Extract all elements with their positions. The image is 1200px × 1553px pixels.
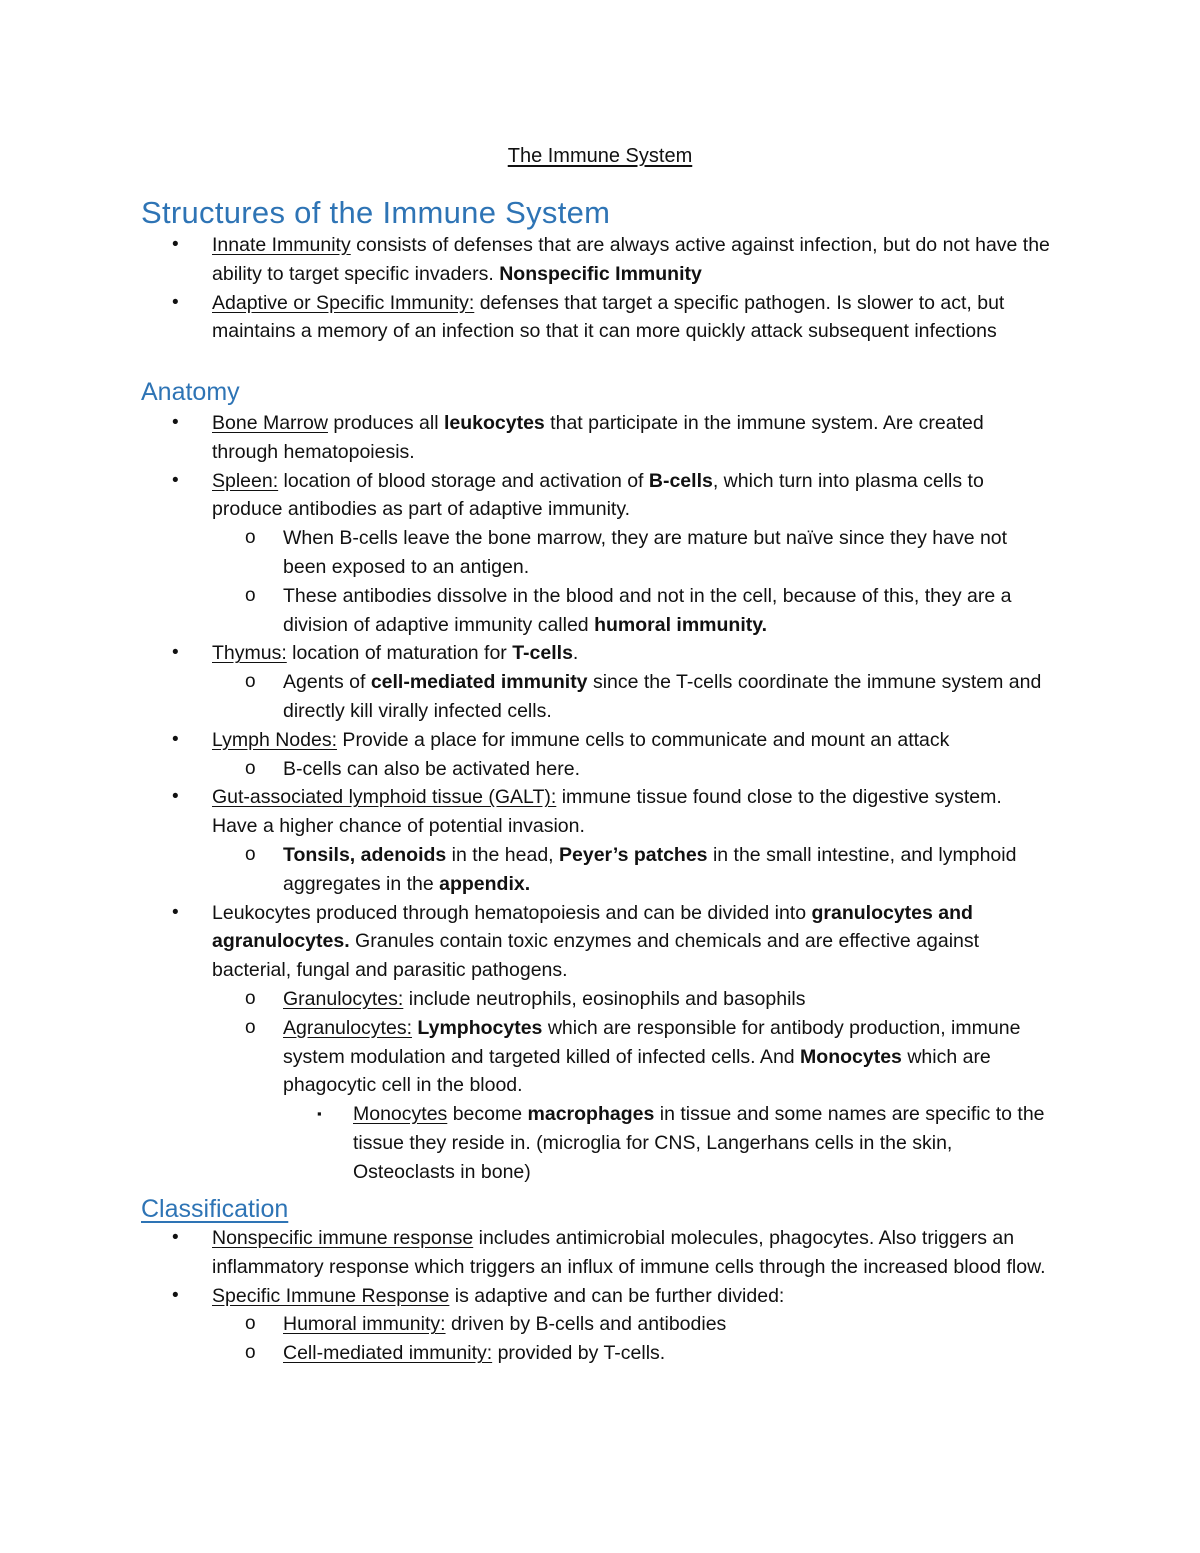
bullet-marker: • — [172, 234, 179, 255]
heading-anatomy: Anatomy — [141, 378, 240, 406]
circle-marker: o — [245, 987, 256, 1009]
bullet-marker: • — [172, 1284, 179, 1306]
list-item-spleen: • Spleen: location of blood storage and activation of B-cells, which turn into plasma cells to produce antibodies as part of adaptive immunity. — [0, 467, 1052, 525]
list-item-spleen-humoral: o These antibodies dissolve in the blood and not in the cell, because of this, they are a division of adaptive immunity called humoral immunity. — [0, 582, 1053, 640]
document-title: The Immune System — [507, 145, 693, 167]
list-item-specific-response: • Specific Immune Response is adaptive and can be further divided: — [0, 1282, 1052, 1311]
structures-list — [0, 231, 1200, 346]
circle-marker: o — [245, 1342, 256, 1364]
circle-marker: o — [245, 1016, 256, 1038]
heading-classification: Classification — [141, 1195, 289, 1223]
circle-marker: o — [245, 671, 256, 693]
circle-marker: o — [245, 527, 256, 549]
bullet-marker: • — [172, 786, 179, 808]
bullet-marker: • — [172, 642, 179, 664]
bullet-marker: • — [172, 469, 179, 491]
list-item-galt-tonsils: o Tonsils, adenoids in the head, Peyer’s patches in the small intestine, and lymphoid aggregates in the appendix. — [0, 841, 1053, 899]
list-item-bone-marrow: • Bone Marrow produces all leukocytes that participate in the immune system. Are created through hematopoiesis. — [0, 409, 1052, 467]
bullet-marker: • — [172, 1227, 179, 1248]
bullet-marker: • — [172, 412, 179, 433]
circle-marker: o — [245, 584, 256, 606]
list-item-lymph-nodes: • Lymph Nodes: Provide a place for immune cells to communicate and mount an attack — [0, 726, 1052, 755]
list-item-thymus: • Thymus: location of maturation for T-cells. — [0, 639, 1052, 668]
square-marker: ▪ — [317, 1106, 322, 1122]
bullet-marker: • — [172, 728, 179, 750]
bullet-marker: • — [172, 291, 179, 313]
list-item-nonspecific-response: • Nonspecific immune response includes antimicrobial molecules, phagocytes. Also triggers an inflammatory response which triggers an influx of immune cells through the increased blood flow. — [0, 1224, 1052, 1282]
list-item-humoral-immunity: o Humoral immunity: driven by B-cells and antibodies — [0, 1310, 1053, 1339]
circle-marker: o — [245, 757, 256, 779]
circle-marker: o — [245, 843, 256, 865]
circle-marker: o — [245, 1313, 256, 1335]
list-item-adaptive-immunity: • Adaptive or Specific Immunity: defenses that target a specific pathogen. Is slower to act, but maintains a memory of an infection so that it can more quickly attack subsequent infections — [0, 289, 1052, 347]
list-item-granulocytes: o Granulocytes: include neutrophils, eosinophils and basophils — [0, 985, 1053, 1014]
list-item-thymus-cell-mediated: o Agents of cell-mediated immunity since the T-cells coordinate the immune system and directly kill virally infected cells. — [0, 668, 1053, 726]
list-item-agranulocytes: o Agranulocytes: Lymphocytes which are responsible for antibody production, immune system modulation and targeted killed of infected cells. And Monocytes which are phagocytic cell in the blood. — [0, 1014, 1053, 1100]
list-item-innate-immunity: • Innate Immunity consists of defenses that are always active against infection, but do not have the ability to target specific invaders. Nonspecific Immunity — [0, 231, 1052, 289]
classification-list — [0, 1224, 1200, 1368]
list-item-monocytes: ▪ Monocytes become macrophages in tissue and some names are specific to the tissue they reside in. (microglia for CNS, Langerhans cells in the skin, Osteoclasts in bone) — [0, 1100, 1053, 1186]
list-item-cell-mediated-immunity: o Cell-mediated immunity: provided by T-cells. — [0, 1339, 1053, 1368]
anatomy-list — [0, 409, 1200, 1187]
bullet-marker: • — [172, 901, 179, 923]
list-item-galt: • Gut-associated lymphoid tissue (GALT): immune tissue found close to the digestive system. Have a higher chance of potential invasion. — [0, 783, 1052, 841]
heading-structures: Structures of the Immune System — [141, 195, 611, 230]
list-item-spleen-naive: o When B-cells leave the bone marrow, they are mature but naïve since they have not been exposed to an antigen. — [0, 524, 1053, 582]
list-item-leukocytes: • Leukocytes produced through hematopoiesis and can be divided into granulocytes and agranulocytes. Granules contain toxic enzymes and chemicals and are effective against bacterial, fungal and parasitic pathogens. — [0, 899, 1052, 985]
list-item-lymph-bcells: o B-cells can also be activated here. — [0, 755, 1053, 784]
